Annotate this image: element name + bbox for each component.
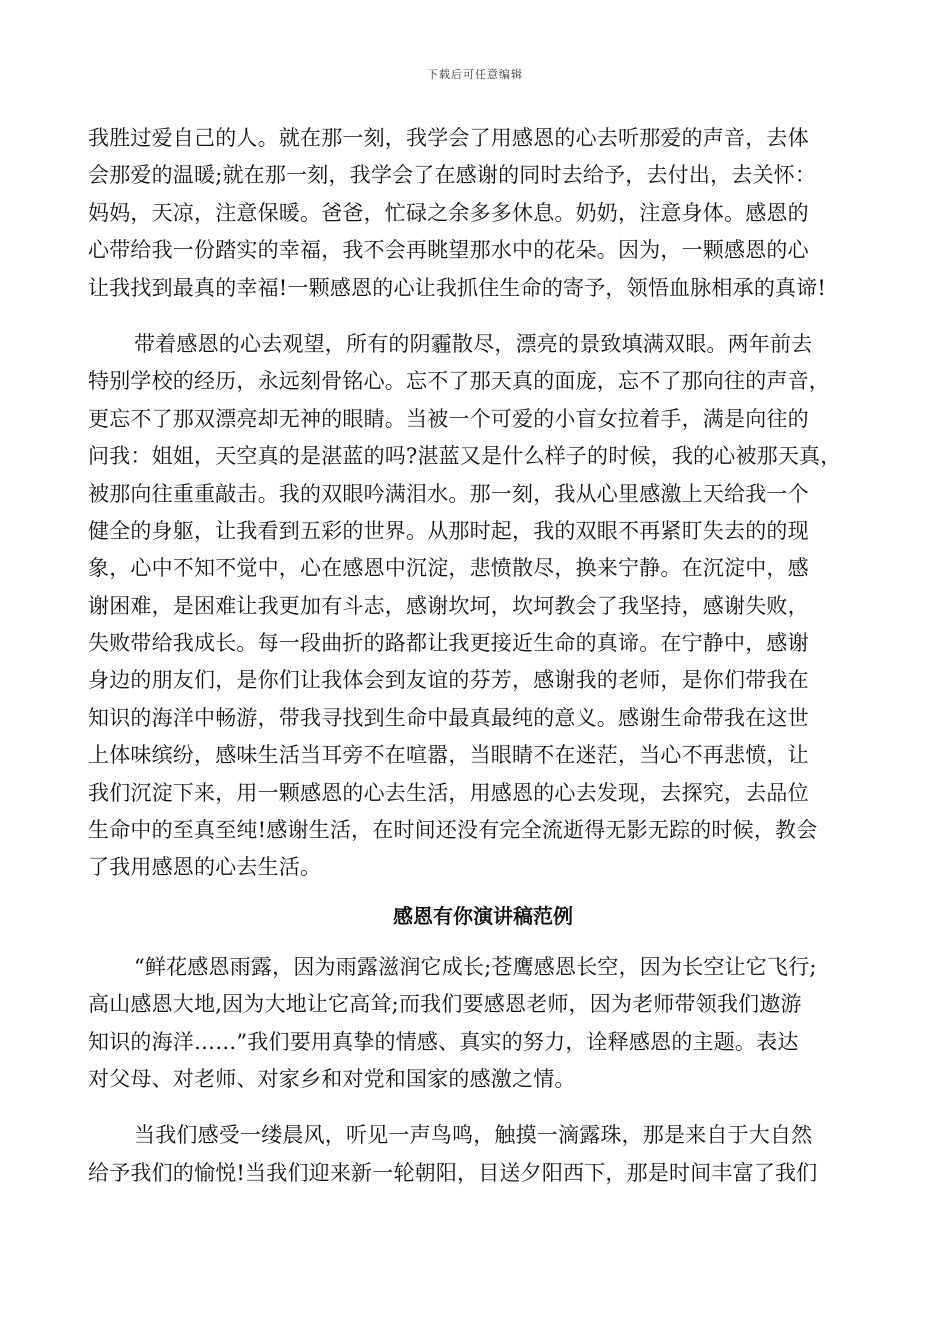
text-line: 了我用感恩的心去生活。 [88,855,322,880]
text-line: 会那爱的温暖;就在那一刻，我学会了在感谢的同时去给予，去付出，去关怀： [88,163,817,188]
text-line: 我们沉淀下来，用一颗感恩的心去生活，用感恩的心去发现，去探究，去品位 [88,780,809,805]
text-line: 上体味缤纷，感味生活当耳旁不在喧嚣，当眼睛不在迷茫，当心不再悲愤，让 [88,743,809,768]
paragraph-gap [88,1098,878,1117]
text-line: 身边的朋友们，是你们让我体会到友谊的芬芳，感谢我的老师，是你们带我在 [88,668,809,693]
text-line: 象，心中不知不觉中，心在感恩中沉淀，悲愤散尽，换来宁静。在沉淀中，感 [88,556,809,581]
text-line: 问我：姐姐，天空真的是湛蓝的吗?湛蓝又是什么样子的时候，我的心被那天真， [88,444,842,469]
text-line: 谢困难，是困难让我更加有斗志，感谢坎坷，坎坷教会了我坚持，感谢失败， [88,593,809,618]
text-line: 知识的海洋中畅游，带我寻找到生命中最真最纯的意义。感谢生命带我在这世 [88,705,809,730]
text-line: 生命中的至真至纯!感谢生活，在时间还没有完全流逝得无影无踪的时候，教会 [88,818,818,843]
text-line: 心带给我一份踏实的幸福，我不会再眺望那水中的花朵。因为，一颗感恩的心 [88,238,809,263]
paragraph-3 [88,949,878,1099]
text-line: 失败带给我成长。每一段曲折的路都让我更接近生命的真谛。在宁静中，感谢 [88,631,809,656]
text-line: 让我找到最真的幸福!一颗感恩的心让我抓住生命的寄予，领悟血脉相承的真谛! [88,275,827,300]
paragraph-gap [88,307,878,326]
text-line: “鲜花感恩雨露，因为雨露滋润它成长;苍鹰感恩长空，因为长空让它飞行; [134,954,817,979]
text-line: 高山感恩大地,因为大地让它高耸;而我们要感恩老师，因为老师带领我们遨游 [88,992,802,1017]
document-body [88,120,878,1192]
text-line: 被那向往重重敲击。我的双眼吟满泪水。那一刻，我从心里感激上天给我一个 [88,481,809,506]
text-line: 特别学校的经历，永远刻骨铭心。忘不了那天真的面庞，忘不了那向往的声音， [88,369,830,394]
paragraph-2 [88,326,878,887]
section-heading: 感恩有你演讲稿范例 [393,903,573,928]
text-line: 我胜过爱自己的人。就在那一刻，我学会了用感恩的心去听那爱的声音，去体 [88,126,809,150]
text-line: 给予我们的愉悦!当我们迎来新一轮朝阳，目送夕阳西下，那是时间丰富了我们 [88,1160,818,1185]
text-line: 健全的身躯，让我看到五彩的世界。从那时起，我的双眼不再紧盯失去的的现 [88,518,809,543]
text-line: 当我们感受一缕晨风，听见一声鸟鸣，触摸一滴露珠，那是来自于大自然 [134,1123,813,1148]
paragraph-1 [88,120,878,307]
text-line: 更忘不了那双漂亮却无神的眼睛。当被一个可爱的小盲女拉着手，满是向往的 [88,406,809,431]
text-line: 带着感恩的心去观望，所有的阴霾散尽，漂亮的景致填满双眼。两年前去 [134,331,813,356]
text-line: 妈妈，天凉，注意保暖。爸爸，忙碌之余多多休息。奶奶，注意身体。感恩的 [88,200,809,225]
page-header: 下载后可任意编辑 [427,68,523,81]
text-line: 知识的海洋……”我们要用真挚的情感、真实的努力，诠释感恩的主题。表达 [88,1029,799,1054]
text-line: 对父母、对老师、对家乡和对党和国家的感激之情。 [88,1066,576,1091]
paragraph-4 [88,1117,878,1192]
